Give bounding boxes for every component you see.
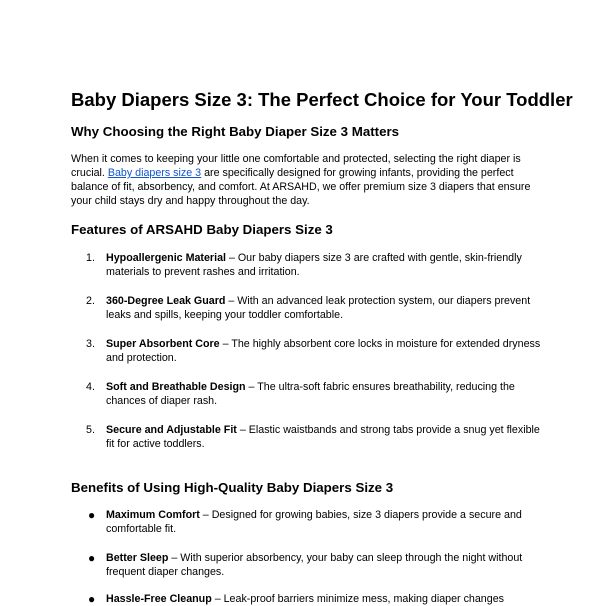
feature-item: [106, 251, 546, 279]
section-heading-why: Why Choosing the Right Baby Diaper Size 3 Matters: [71, 124, 400, 139]
benefit-item: [106, 508, 546, 536]
intro-text-after: are specifically designed for growing infants, providing the perfect balance of fit, absorbency, and comfort. At ARSAHD, we offer premium size 3 diapers that ensure your child stays dry and happy throughout the day.: [71, 167, 531, 207]
benefit-item: [106, 551, 546, 579]
feature-text: – The highly absorbent core locks in moisture for extended dryness and protection.: [106, 338, 541, 364]
feature-title: 360-Degree Leak Guard: [106, 295, 226, 307]
document-title: Baby Diapers Size 3: The Perfect Choice for Your Toddler: [71, 89, 573, 110]
feature-text: – The ultra-soft fabric ensures breathability, reducing the chances of diaper rash.: [106, 381, 515, 407]
baby-diapers-size-3-link[interactable]: Baby diapers size 3: [107, 167, 202, 179]
feature-item: [106, 423, 546, 451]
feature-title: Hypoallergenic Material: [106, 252, 226, 264]
bullet-icon: ●: [88, 508, 96, 522]
list-number: 2.: [86, 295, 95, 307]
benefit-item: [106, 592, 546, 606]
feature-item: [106, 294, 546, 322]
section-heading-benefits: Benefits of Using High-Quality Baby Diapers Size 3: [71, 480, 394, 495]
benefit-text: – Leak-proof barriers minimize mess, making diaper changes: [211, 593, 504, 605]
list-number: 1.: [86, 252, 95, 264]
benefit-text: – Designed for growing babies, size 3 diapers provide a secure and comfortable fit.: [106, 509, 522, 535]
benefit-title: Better Sleep: [106, 552, 169, 564]
list-number: 3.: [86, 338, 95, 350]
section-heading-features: Features of ARSAHD Baby Diapers Size 3: [71, 222, 333, 237]
bullet-icon: ●: [88, 551, 96, 565]
feature-title: Secure and Adjustable Fit: [106, 424, 237, 436]
bullet-icon: ●: [88, 592, 96, 606]
benefit-text: – With superior absorbency, your baby can sleep through the night without frequent diaper changes.: [106, 552, 523, 578]
benefit-title: Maximum Comfort: [106, 509, 200, 521]
feature-title: Soft and Breathable Design: [106, 381, 246, 393]
list-number: 4.: [86, 381, 95, 393]
feature-item: [106, 380, 546, 408]
intro-paragraph: [71, 152, 541, 208]
feature-title: Super Absorbent Core: [106, 338, 220, 350]
feature-text: – Our baby diapers size 3 are crafted with gentle, skin-friendly materials to prevent rashes and irritation.: [106, 252, 522, 278]
feature-item: [106, 337, 546, 365]
feature-text: – With an advanced leak protection system, our diapers prevent leaks and spills, keeping your toddler comfortable.: [106, 295, 531, 321]
benefit-title: Hassle-Free Cleanup: [106, 593, 212, 605]
intro-text-before: When it comes to keeping your little one comfortable and protected, selecting the right diaper is crucial.: [71, 153, 521, 179]
list-number: 5.: [86, 424, 95, 436]
feature-text: – Elastic waistbands and strong tabs provide a snug yet flexible fit for active toddlers.: [106, 424, 540, 450]
